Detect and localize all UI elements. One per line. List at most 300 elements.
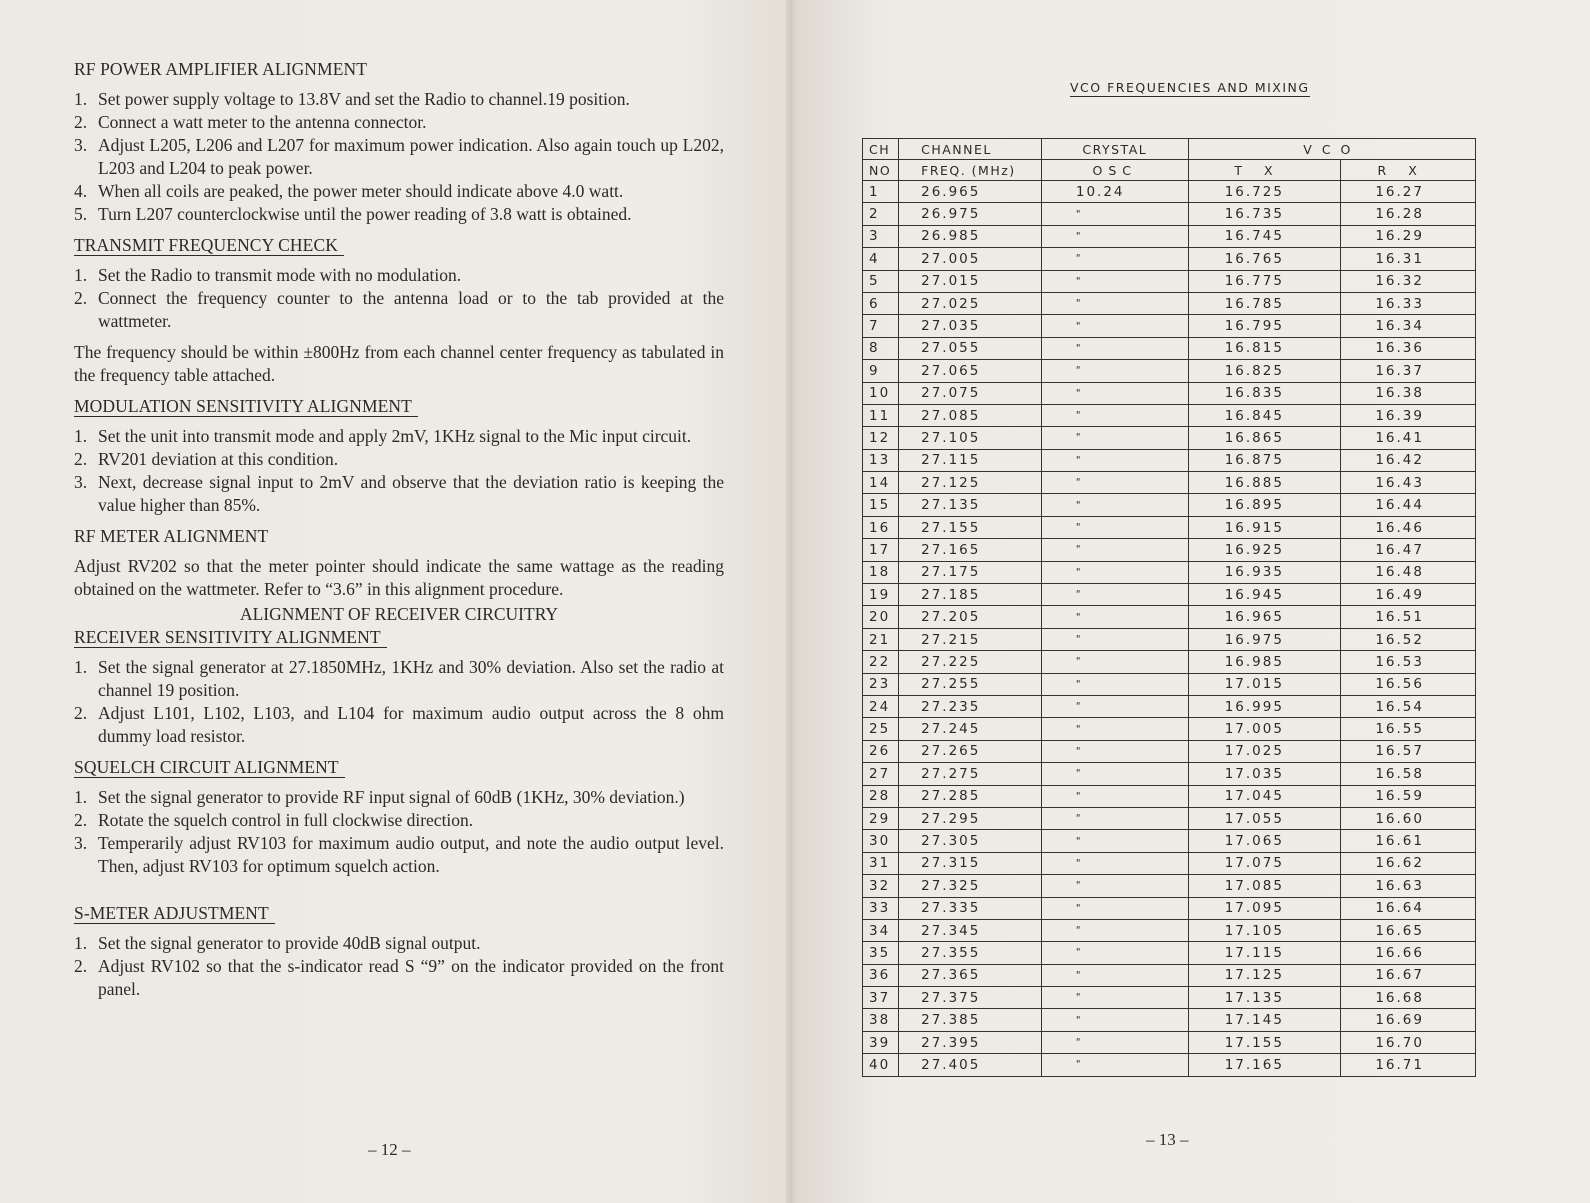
cell-rx: 16.60	[1341, 807, 1476, 829]
cell-osc: "	[1041, 404, 1188, 426]
list-text: Next, decrease signal input to 2mV and observe that the deviation ratio is keeping the value higher than 85%.	[98, 472, 724, 515]
section-title-text: RF METER ALIGNMENT	[74, 526, 269, 546]
cell-freq: 27.255	[899, 673, 1042, 695]
cell-ch: 15	[863, 494, 899, 516]
section-title-text: MODULATION SENSITIVITY ALIGNMENT	[74, 396, 418, 417]
cell-freq: 27.395	[899, 1031, 1042, 1053]
table-row	[863, 740, 1476, 762]
cell-ch: 4	[863, 248, 899, 270]
cell-ch: 38	[863, 1009, 899, 1031]
cell-rx: 16.33	[1341, 292, 1476, 314]
list-text: Connect the frequency counter to the antenna load or to the tab provided at the wattmeter.	[98, 288, 724, 331]
cell-osc: "	[1041, 830, 1188, 852]
cell-osc: "	[1041, 270, 1188, 292]
paragraph: The frequency should be within ±800Hz from each channel center frequency as tabulated in the frequency table attached.	[74, 342, 724, 385]
cell-rx: 16.34	[1341, 315, 1476, 337]
cell-ch: 13	[863, 449, 899, 471]
list-text: Adjust RV102 so that the s-indicator read S “9” on the indicator provided on the front panel.	[98, 956, 724, 999]
cell-osc: "	[1041, 897, 1188, 919]
table-row	[863, 449, 1476, 471]
header-crystal: CRYSTAL	[1041, 139, 1188, 160]
list-text: Set the Radio to transmit mode with no modulation.	[98, 265, 462, 285]
cell-tx: 17.095	[1188, 897, 1341, 919]
table-row	[863, 785, 1476, 807]
table-row	[863, 181, 1476, 203]
list-item	[74, 134, 724, 180]
header-rx: RX	[1341, 160, 1476, 181]
list-text: Set the signal generator at 27.1850MHz, 1KHz and 30% deviation. Also set the radio at channel 19 position.	[98, 657, 724, 700]
cell-rx: 16.69	[1341, 1009, 1476, 1031]
cell-rx: 16.39	[1341, 404, 1476, 426]
header-freq: FREQ. (MHz)	[899, 160, 1042, 181]
table-row	[863, 942, 1476, 964]
cell-osc: "	[1041, 875, 1188, 897]
section	[74, 234, 724, 387]
list-item	[74, 448, 724, 471]
cell-osc: "	[1041, 942, 1188, 964]
list-text: Set the signal generator to provide RF input signal of 60dB (1KHz, 30% deviation.)	[98, 787, 685, 807]
cell-osc: "	[1041, 964, 1188, 986]
list-text: RV201 deviation at this condition.	[98, 449, 339, 469]
cell-ch: 35	[863, 942, 899, 964]
cell-rx: 16.55	[1341, 718, 1476, 740]
cell-freq: 27.155	[899, 516, 1042, 538]
cell-tx: 17.005	[1188, 718, 1341, 740]
cell-rx: 16.27	[1341, 181, 1476, 203]
table-row	[863, 1054, 1476, 1076]
cell-tx: 17.065	[1188, 830, 1341, 852]
cell-osc: "	[1041, 561, 1188, 583]
cell-osc: "	[1041, 718, 1188, 740]
table-row	[863, 472, 1476, 494]
cell-tx: 16.945	[1188, 584, 1341, 606]
cell-ch: 20	[863, 606, 899, 628]
header-ch: CH	[863, 139, 899, 160]
major-heading: ALIGNMENT OF RECEIVER CIRCUITRY	[239, 604, 559, 624]
table-row	[863, 516, 1476, 538]
cell-tx: 16.925	[1188, 539, 1341, 561]
cell-rx: 16.64	[1341, 897, 1476, 919]
list-item	[74, 203, 724, 226]
table-row	[863, 494, 1476, 516]
table-row	[863, 225, 1476, 247]
section	[74, 395, 724, 517]
vco-frequency-table	[862, 138, 1476, 1077]
cell-osc: "	[1041, 292, 1188, 314]
cell-ch: 14	[863, 472, 899, 494]
cell-tx: 16.995	[1188, 695, 1341, 717]
list-number: 1.	[74, 787, 88, 807]
cell-osc: "	[1041, 315, 1188, 337]
cell-osc: "	[1041, 382, 1188, 404]
cell-freq: 27.375	[899, 987, 1042, 1009]
cell-ch: 29	[863, 807, 899, 829]
list-text: When all coils are peaked, the power meter should indicate above 4.0 watt.	[98, 181, 624, 201]
list-text: Set the signal generator to provide 40dB signal output.	[98, 933, 481, 953]
cell-osc: "	[1041, 651, 1188, 673]
section-title-text: S-METER ADJUSTMENT	[74, 903, 275, 924]
cell-rx: 16.38	[1341, 382, 1476, 404]
cell-tx: 17.085	[1188, 875, 1341, 897]
cell-ch: 7	[863, 315, 899, 337]
cell-ch: 5	[863, 270, 899, 292]
cell-rx: 16.51	[1341, 606, 1476, 628]
cell-rx: 16.54	[1341, 695, 1476, 717]
list-item	[74, 425, 724, 448]
cell-ch: 1	[863, 181, 899, 203]
cell-tx: 16.775	[1188, 270, 1341, 292]
section	[74, 525, 724, 601]
cell-freq: 26.965	[899, 181, 1042, 203]
section-title	[74, 626, 724, 649]
cell-osc: "	[1041, 740, 1188, 762]
list-text: Connect a watt meter to the antenna connector.	[98, 112, 427, 132]
section-title-text: RECEIVER SENSITIVITY ALIGNMENT	[74, 627, 387, 648]
section-title	[74, 756, 724, 779]
cell-ch: 12	[863, 427, 899, 449]
cell-rx: 16.42	[1341, 449, 1476, 471]
cell-rx: 16.32	[1341, 270, 1476, 292]
cell-freq: 27.135	[899, 494, 1042, 516]
cell-freq: 27.025	[899, 292, 1042, 314]
header-tx: TX	[1188, 160, 1341, 181]
section-title-text: TRANSMIT FREQUENCY CHECK	[74, 235, 344, 256]
list-text: Set the unit into transmit mode and apply 2mV, 1KHz signal to the Mic input circuit.	[98, 426, 692, 446]
list-number: 2.	[74, 449, 88, 469]
cell-freq: 27.285	[899, 785, 1042, 807]
cell-tx: 16.825	[1188, 360, 1341, 382]
cell-freq: 27.185	[899, 584, 1042, 606]
list-item	[74, 264, 724, 287]
table-title: VCO FREQUENCIES AND MIXING	[1070, 80, 1310, 95]
cell-tx: 17.045	[1188, 785, 1341, 807]
table-row	[863, 919, 1476, 941]
cell-freq: 27.065	[899, 360, 1042, 382]
cell-osc: "	[1041, 987, 1188, 1009]
table-row	[863, 695, 1476, 717]
cell-freq: 27.365	[899, 964, 1042, 986]
cell-osc: "	[1041, 1009, 1188, 1031]
cell-freq: 27.175	[899, 561, 1042, 583]
cell-tx: 17.055	[1188, 807, 1341, 829]
cell-ch: 36	[863, 964, 899, 986]
list-text: Turn L207 counterclockwise until the power reading of 3.8 watt is obtained.	[98, 204, 632, 224]
cell-ch: 6	[863, 292, 899, 314]
cell-freq: 27.245	[899, 718, 1042, 740]
cell-ch: 34	[863, 919, 899, 941]
list-item	[74, 955, 724, 1001]
cell-osc: "	[1041, 360, 1188, 382]
table-row	[863, 830, 1476, 852]
list-item	[74, 832, 724, 878]
cell-tx: 16.795	[1188, 315, 1341, 337]
cell-ch: 30	[863, 830, 899, 852]
table-row	[863, 561, 1476, 583]
cell-tx: 16.785	[1188, 292, 1341, 314]
cell-osc: "	[1041, 225, 1188, 247]
cell-tx: 16.865	[1188, 427, 1341, 449]
cell-osc: "	[1041, 695, 1188, 717]
list-number: 1.	[74, 89, 88, 109]
cell-freq: 26.975	[899, 203, 1042, 225]
cell-osc: "	[1041, 494, 1188, 516]
cell-rx: 16.52	[1341, 628, 1476, 650]
cell-freq: 27.035	[899, 315, 1042, 337]
cell-osc: "	[1041, 606, 1188, 628]
cell-ch: 25	[863, 718, 899, 740]
table-row	[863, 718, 1476, 740]
cell-tx: 16.935	[1188, 561, 1341, 583]
table-row	[863, 628, 1476, 650]
table-row	[863, 292, 1476, 314]
cell-freq: 27.275	[899, 763, 1042, 785]
cell-osc: "	[1041, 472, 1188, 494]
cell-rx: 16.46	[1341, 516, 1476, 538]
cell-tx: 16.885	[1188, 472, 1341, 494]
cell-ch: 8	[863, 337, 899, 359]
cell-tx: 17.025	[1188, 740, 1341, 762]
page-number-left: – 12 –	[368, 1140, 411, 1159]
cell-ch: 16	[863, 516, 899, 538]
list-item	[74, 180, 724, 203]
table-row	[863, 203, 1476, 225]
cell-rx: 16.71	[1341, 1054, 1476, 1076]
cell-freq: 27.125	[899, 472, 1042, 494]
cell-freq: 27.205	[899, 606, 1042, 628]
list-number: 5.	[74, 204, 88, 224]
cell-tx: 17.015	[1188, 673, 1341, 695]
cell-freq: 27.305	[899, 830, 1042, 852]
list-item	[74, 656, 724, 702]
list-item	[74, 287, 724, 333]
numbered-list	[74, 656, 724, 748]
numbered-list	[74, 786, 724, 878]
list-item	[74, 88, 724, 111]
cell-ch: 18	[863, 561, 899, 583]
cell-freq: 27.265	[899, 740, 1042, 762]
list-item	[74, 471, 724, 517]
cell-rx: 16.57	[1341, 740, 1476, 762]
cell-freq: 27.215	[899, 628, 1042, 650]
header-osc: OSC	[1041, 160, 1188, 181]
numbered-list	[74, 88, 724, 226]
cell-osc: "	[1041, 673, 1188, 695]
list-number: 1.	[74, 933, 88, 953]
table-row	[863, 360, 1476, 382]
numbered-list	[74, 425, 724, 517]
list-number: 1.	[74, 426, 88, 446]
cell-osc: "	[1041, 807, 1188, 829]
header-no: NO	[863, 160, 899, 181]
table-row	[863, 382, 1476, 404]
table-row	[863, 807, 1476, 829]
cell-osc: "	[1041, 919, 1188, 941]
cell-tx: 16.765	[1188, 248, 1341, 270]
cell-rx: 16.65	[1341, 919, 1476, 941]
left-page-text	[74, 58, 724, 1001]
table-row	[863, 584, 1476, 606]
list-number: 2.	[74, 112, 88, 132]
cell-osc: "	[1041, 203, 1188, 225]
cell-osc: "	[1041, 516, 1188, 538]
list-item	[74, 809, 724, 832]
list-item	[74, 702, 724, 748]
cell-rx: 16.67	[1341, 964, 1476, 986]
cell-tx: 16.725	[1188, 181, 1341, 203]
cell-osc: "	[1041, 628, 1188, 650]
cell-ch: 26	[863, 740, 899, 762]
cell-ch: 24	[863, 695, 899, 717]
cell-tx: 16.975	[1188, 628, 1341, 650]
cell-ch: 22	[863, 651, 899, 673]
cell-osc: "	[1041, 539, 1188, 561]
cell-ch: 3	[863, 225, 899, 247]
cell-tx: 16.745	[1188, 225, 1341, 247]
cell-rx: 16.37	[1341, 360, 1476, 382]
list-number: 2.	[74, 956, 88, 976]
cell-freq: 27.385	[899, 1009, 1042, 1031]
section-title	[74, 525, 724, 548]
cell-ch: 31	[863, 852, 899, 874]
cell-rx: 16.56	[1341, 673, 1476, 695]
table-row	[863, 875, 1476, 897]
list-number: 2.	[74, 288, 88, 308]
cell-rx: 16.68	[1341, 987, 1476, 1009]
section	[74, 902, 724, 1001]
cell-freq: 27.355	[899, 942, 1042, 964]
cell-ch: 10	[863, 382, 899, 404]
cell-freq: 27.295	[899, 807, 1042, 829]
cell-freq: 27.165	[899, 539, 1042, 561]
cell-freq: 27.225	[899, 651, 1042, 673]
table-row	[863, 606, 1476, 628]
cell-osc: "	[1041, 1054, 1188, 1076]
cell-rx: 16.43	[1341, 472, 1476, 494]
list-number: 1.	[74, 265, 88, 285]
cell-ch: 28	[863, 785, 899, 807]
table-row	[863, 270, 1476, 292]
cell-tx: 17.135	[1188, 987, 1341, 1009]
list-item	[74, 932, 724, 955]
cell-tx: 16.985	[1188, 651, 1341, 673]
cell-rx: 16.41	[1341, 427, 1476, 449]
cell-rx: 16.70	[1341, 1031, 1476, 1053]
cell-freq: 27.115	[899, 449, 1042, 471]
cell-osc: "	[1041, 337, 1188, 359]
cell-tx: 16.735	[1188, 203, 1341, 225]
section-title	[74, 234, 724, 257]
cell-freq: 27.005	[899, 248, 1042, 270]
list-number: 3.	[74, 472, 88, 492]
table-row	[863, 897, 1476, 919]
page-number-right: – 13 –	[1146, 1130, 1189, 1149]
list-number: 3.	[74, 135, 88, 155]
cell-tx: 16.845	[1188, 404, 1341, 426]
cell-osc: "	[1041, 763, 1188, 785]
cell-freq: 27.405	[899, 1054, 1042, 1076]
table-header-row-1	[863, 139, 1476, 160]
table-row	[863, 673, 1476, 695]
table-row	[863, 539, 1476, 561]
table-row	[863, 964, 1476, 986]
table-row	[863, 248, 1476, 270]
cell-freq: 26.985	[899, 225, 1042, 247]
cell-rx: 16.49	[1341, 584, 1476, 606]
cell-freq: 27.235	[899, 695, 1042, 717]
cell-ch: 19	[863, 584, 899, 606]
cell-rx: 16.47	[1341, 539, 1476, 561]
cell-rx: 16.48	[1341, 561, 1476, 583]
list-item	[74, 111, 724, 134]
cell-tx: 16.815	[1188, 337, 1341, 359]
table-row	[863, 1009, 1476, 1031]
cell-freq: 27.055	[899, 337, 1042, 359]
section-title	[74, 58, 724, 81]
cell-osc: "	[1041, 248, 1188, 270]
cell-rx: 16.62	[1341, 852, 1476, 874]
cell-rx: 16.66	[1341, 942, 1476, 964]
table-row	[863, 651, 1476, 673]
cell-ch: 23	[863, 673, 899, 695]
cell-ch: 21	[863, 628, 899, 650]
cell-rx: 16.44	[1341, 494, 1476, 516]
cell-ch: 27	[863, 763, 899, 785]
cell-ch: 39	[863, 1031, 899, 1053]
cell-freq: 27.335	[899, 897, 1042, 919]
section-title-text: RF POWER AMPLIFIER ALIGNMENT	[74, 59, 368, 79]
cell-rx: 16.63	[1341, 875, 1476, 897]
section	[74, 756, 724, 878]
cell-tx: 17.155	[1188, 1031, 1341, 1053]
section-title-text: SQUELCH CIRCUIT ALIGNMENT	[74, 757, 345, 778]
cell-freq: 27.015	[899, 270, 1042, 292]
list-text: Adjust L205, L206 and L207 for maximum power indication. Also again touch up L202, L203 and L204 to peak power.	[98, 135, 724, 178]
cell-freq: 27.105	[899, 427, 1042, 449]
cell-rx: 16.58	[1341, 763, 1476, 785]
cell-freq: 27.325	[899, 875, 1042, 897]
cell-tx: 17.075	[1188, 852, 1341, 874]
cell-tx: 16.915	[1188, 516, 1341, 538]
cell-osc: "	[1041, 427, 1188, 449]
cell-ch: 32	[863, 875, 899, 897]
list-number: 3.	[74, 833, 88, 853]
section	[74, 603, 724, 748]
list-number: 4.	[74, 181, 88, 201]
header-channel: CHANNEL	[899, 139, 1042, 160]
section-title	[74, 395, 724, 418]
numbered-list	[74, 932, 724, 1001]
list-text: Rotate the squelch control in full clockwise direction.	[98, 810, 474, 830]
header-vco: VCO	[1188, 139, 1475, 160]
list-number: 1.	[74, 657, 88, 677]
cell-rx: 16.28	[1341, 203, 1476, 225]
list-number: 2.	[74, 810, 88, 830]
cell-tx: 16.875	[1188, 449, 1341, 471]
table-row	[863, 1031, 1476, 1053]
list-item	[74, 786, 724, 809]
cell-osc: "	[1041, 852, 1188, 874]
table-row	[863, 315, 1476, 337]
paragraph: Adjust RV202 so that the meter pointer should indicate the same wattage as the reading obtained on the wattmeter. Refer to “3.6” in this alignment procedure.	[74, 556, 724, 599]
cell-osc: 10.24	[1041, 181, 1188, 203]
cell-tx: 17.125	[1188, 964, 1341, 986]
cell-ch: 40	[863, 1054, 899, 1076]
cell-rx: 16.31	[1341, 248, 1476, 270]
table-row	[863, 763, 1476, 785]
cell-freq: 27.085	[899, 404, 1042, 426]
cell-tx: 17.105	[1188, 919, 1341, 941]
cell-freq: 27.345	[899, 919, 1042, 941]
